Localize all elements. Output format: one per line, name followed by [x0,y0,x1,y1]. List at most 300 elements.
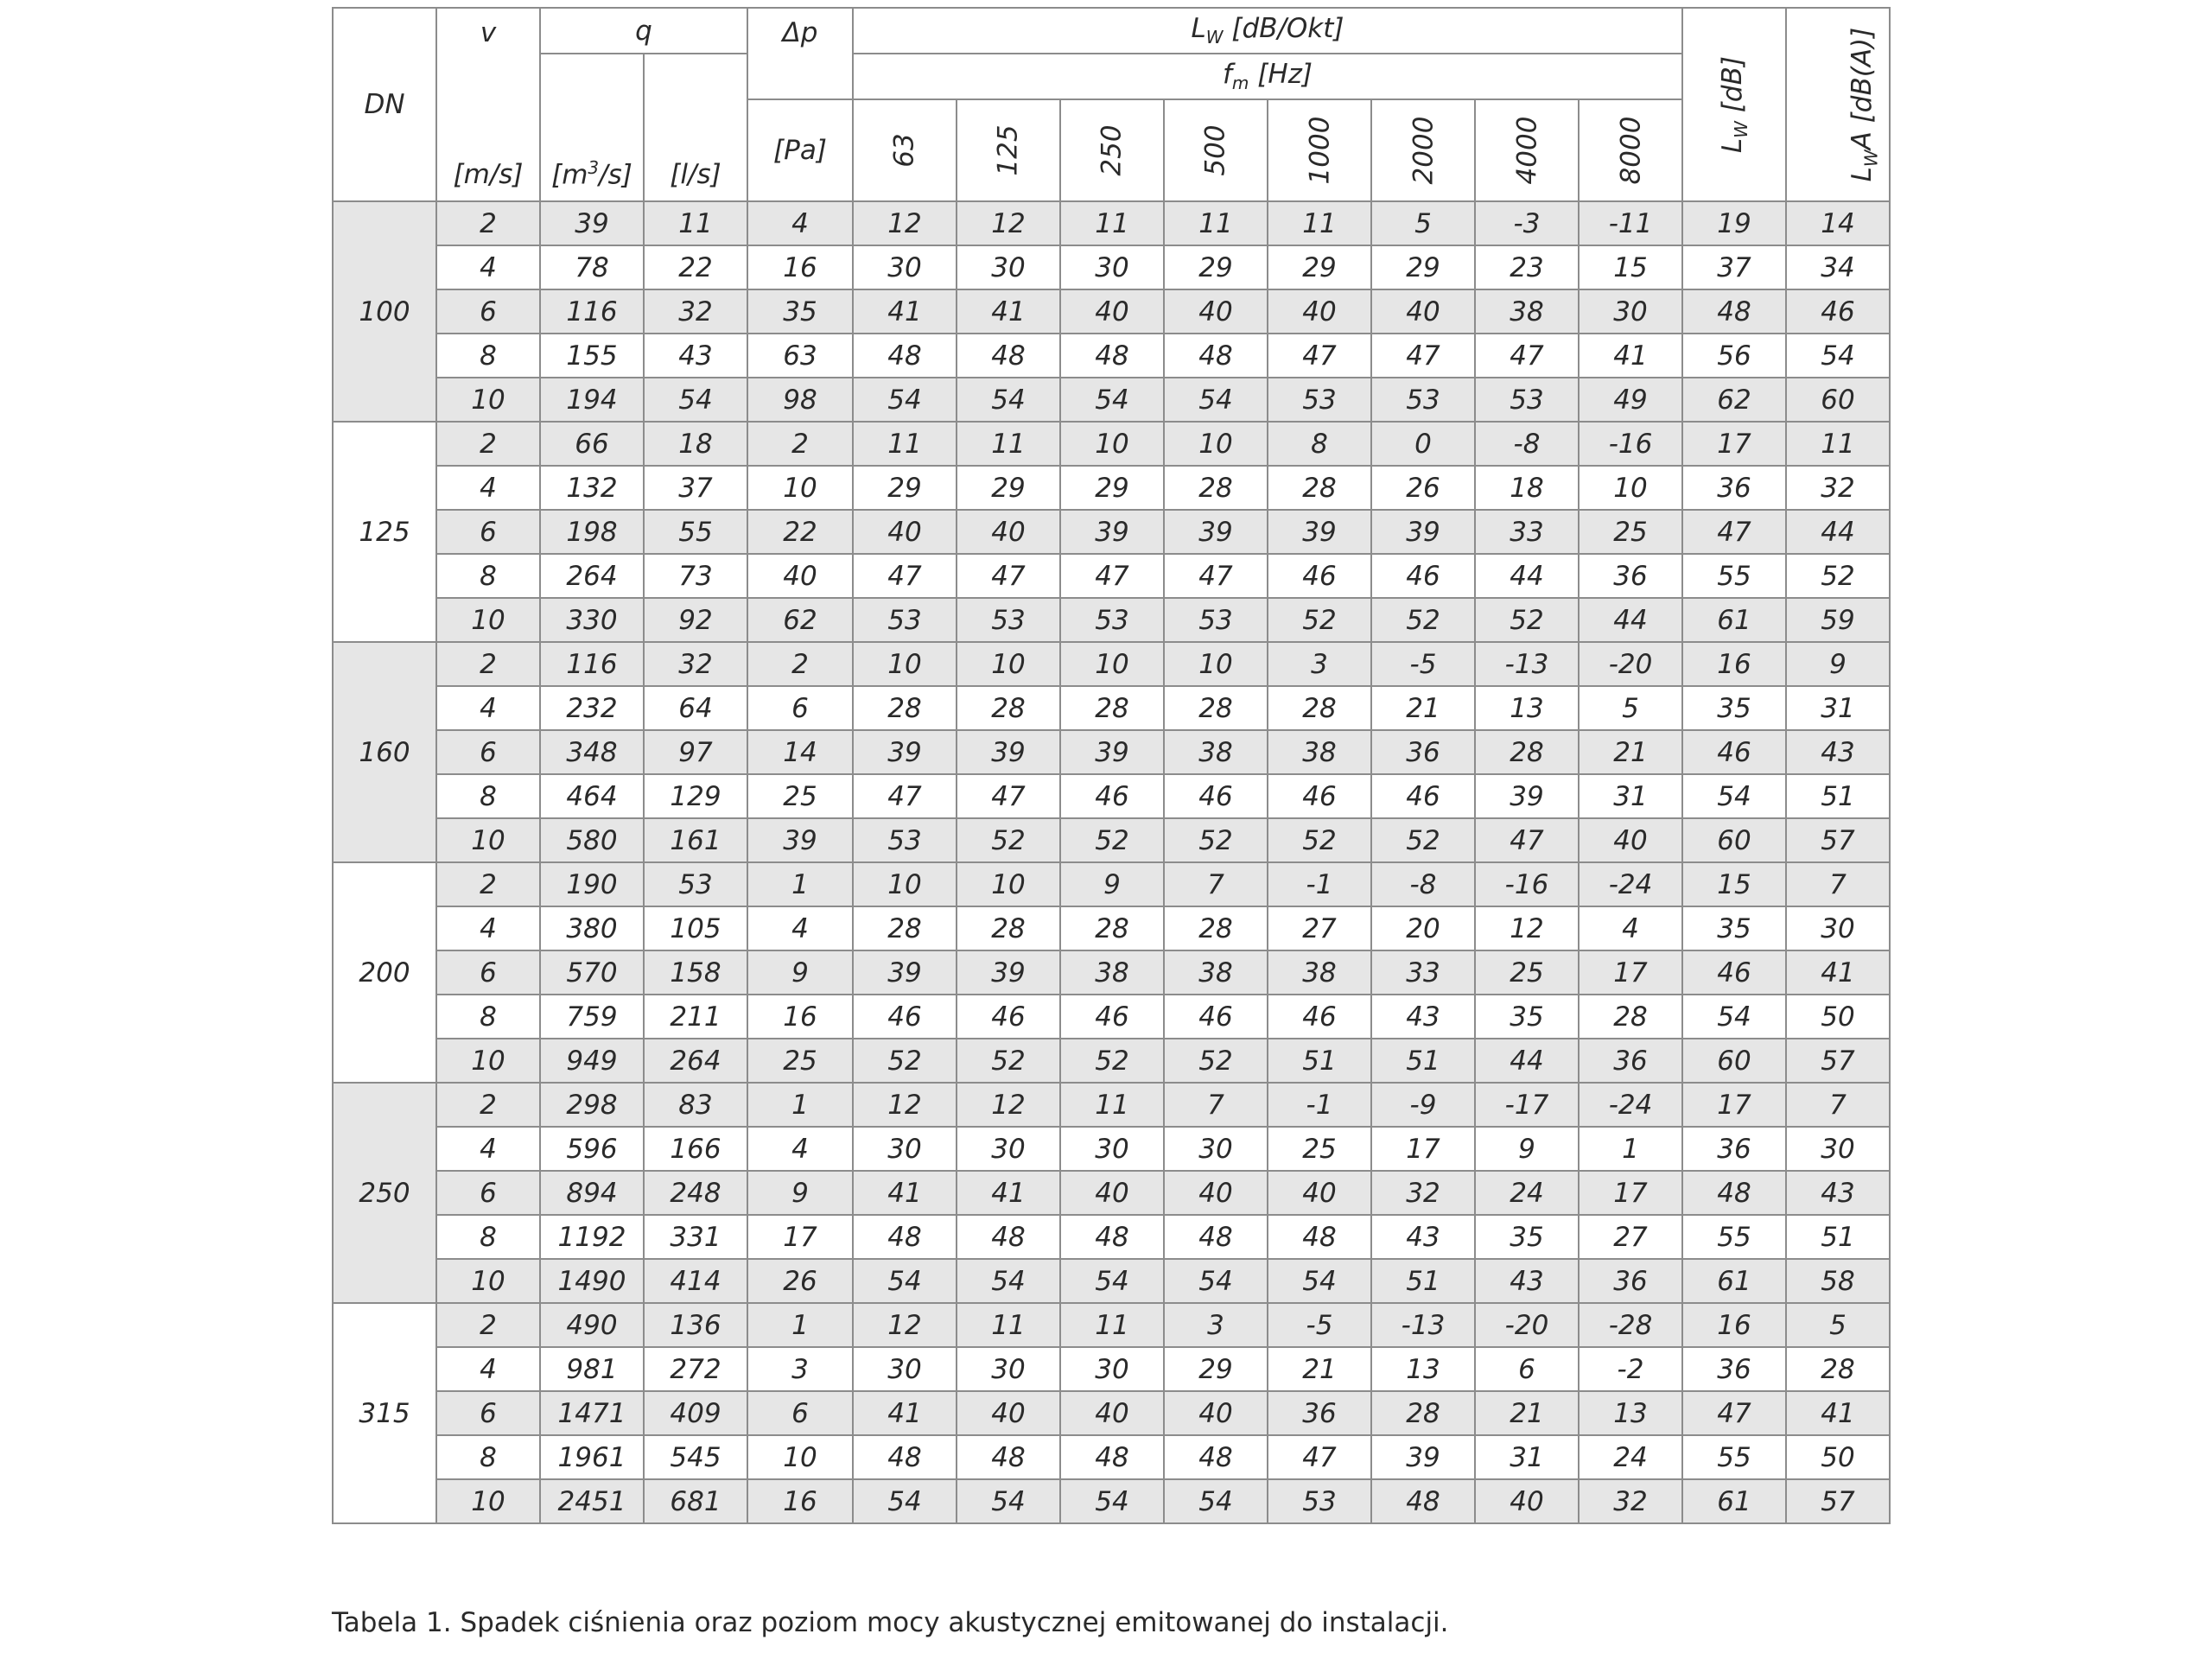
table-cell: 52 [957,818,1060,862]
table-cell: 57 [1786,818,1890,862]
table-cell: 54 [1164,1259,1268,1303]
table-cell: 53 [957,598,1060,642]
table-cell: 10 [747,466,853,510]
header-freq-125: 125 [957,99,1060,201]
table-cell: 46 [1682,950,1786,995]
table-cell: 38 [1268,950,1371,995]
table-cell: 52 [1371,818,1475,862]
table-cell: 3 [1268,642,1371,686]
header-flow-ls: [l/s] [644,54,747,201]
header-lw-total: $L_W$ [dB] [1682,8,1786,201]
table-cell: 40 [1164,1391,1268,1435]
table-row [333,245,1890,289]
table-row [333,730,1890,774]
table-cell: 16 [1682,642,1786,686]
table-cell: 545 [644,1435,747,1479]
table-cell: 380 [540,906,644,950]
table-cell: 490 [540,1303,644,1347]
table-cell: 36 [1579,554,1682,598]
table-cell: 47 [1475,818,1579,862]
table-cell: 27 [1579,1215,1682,1259]
table-cell: 28 [853,906,957,950]
table-cell: 32 [644,642,747,686]
table-cell: 17 [747,1215,853,1259]
table-cell: 53 [644,862,747,906]
table-cell: 10 [436,378,540,422]
table-cell: 30 [1579,289,1682,334]
table-cell: 16 [1682,1303,1786,1347]
table-cell: 27 [1268,906,1371,950]
table-cell: 40 [1060,1171,1164,1215]
table-cell: 2 [436,201,540,245]
table-cell: 41 [853,289,957,334]
table-cell: 55 [1682,554,1786,598]
table-cell: 53 [1164,598,1268,642]
table-cell: 61 [1682,1259,1786,1303]
table-cell: -9 [1371,1083,1475,1127]
table-cell: 18 [1475,466,1579,510]
table-cell: -28 [1579,1303,1682,1347]
table-cell: 30 [1060,1347,1164,1391]
table-cell: 21 [1579,730,1682,774]
table-cell: 43 [1786,1171,1890,1215]
table-cell: 40 [1060,1391,1164,1435]
table-cell: 8 [436,995,540,1039]
table-cell: 39 [1060,730,1164,774]
header-velocity-symbol: v [480,17,497,48]
table-cell: 78 [540,245,644,289]
table-cell: -24 [1579,1083,1682,1127]
table-cell: 7 [1786,862,1890,906]
table-cell: 61 [1682,1479,1786,1523]
table-cell: 39 [1164,510,1268,554]
header-lwa-total: $L_WA$ [dB(A)] [1786,8,1890,201]
table-cell: 39 [957,950,1060,995]
table-cell: 41 [957,289,1060,334]
table-cell: 30 [957,1127,1060,1171]
table-cell: 30 [1060,245,1164,289]
table-cell: 1490 [540,1259,644,1303]
table-cell: 35 [1682,906,1786,950]
table-cell: 36 [1579,1039,1682,1083]
table-row [333,1435,1890,1479]
table-cell: 17 [1579,1171,1682,1215]
table-cell: 44 [1786,510,1890,554]
table-cell: 6 [436,510,540,554]
table-cell: 36 [1579,1259,1682,1303]
table-cell: 29 [1268,245,1371,289]
table-cell: 36 [1268,1391,1371,1435]
table-cell: -24 [1579,862,1682,906]
table-cell: 11 [1060,1303,1164,1347]
table-row [333,642,1890,686]
table-cell: -11 [1579,201,1682,245]
table-cell: 46 [1268,995,1371,1039]
table-row [333,995,1890,1039]
table-cell: 13 [1579,1391,1682,1435]
table-cell: 32 [644,289,747,334]
table-cell: 12 [957,1083,1060,1127]
table-cell: 54 [957,1479,1060,1523]
table-cell: 158 [644,950,747,995]
table-cell: 41 [1786,950,1890,995]
table-cell: 4 [747,906,853,950]
table-cell: 41 [1579,334,1682,378]
table-cell: 41 [1786,1391,1890,1435]
table-cell: 11 [853,422,957,466]
header-frequency-band: $f_m$ [Hz] [853,54,1682,99]
table-cell: 4 [436,686,540,730]
table-row [333,422,1890,466]
table-cell: -16 [1475,862,1579,906]
table-cell: 38 [1164,730,1268,774]
table-cell: 54 [1060,378,1164,422]
table-cell: 43 [1475,1259,1579,1303]
table-cell: 54 [853,1259,957,1303]
table-cell: 43 [1371,1215,1475,1259]
table-cell: 17 [1682,1083,1786,1127]
table-cell: 1 [1579,1127,1682,1171]
table-cell: 105 [644,906,747,950]
table-cell: 7 [1164,862,1268,906]
table-cell: 53 [1268,378,1371,422]
table-cell: 36 [1682,466,1786,510]
table-cell: 9 [1786,642,1890,686]
table-cell: 1961 [540,1435,644,1479]
header-lw-octave: $L_W$ [dB/Okt] [853,8,1682,54]
table-cell: 116 [540,642,644,686]
table-cell: 40 [1164,1171,1268,1215]
acoustic-data-table [332,7,1891,1524]
table-cell: 10 [436,1259,540,1303]
table-cell: 59 [1786,598,1890,642]
table-row [333,1039,1890,1083]
table-cell: 25 [747,1039,853,1083]
table-cell: -1 [1268,862,1371,906]
table-cell: 8 [1268,422,1371,466]
table-cell: -20 [1475,1303,1579,1347]
table-cell: 40 [957,1391,1060,1435]
table-row [333,1127,1890,1171]
header-freq-4000: 4000 [1475,99,1579,201]
table-cell: 7 [1164,1083,1268,1127]
table-cell: -1 [1268,1083,1371,1127]
table-cell: 198 [540,510,644,554]
table-cell: 60 [1682,818,1786,862]
table-cell: -3 [1475,201,1579,245]
table-cell: 46 [1268,774,1371,818]
table-cell: -5 [1371,642,1475,686]
table-cell: -17 [1475,1083,1579,1127]
table-cell: 50 [1786,995,1890,1039]
table-cell: 1 [747,1083,853,1127]
table-cell: 39 [540,201,644,245]
table-body [333,201,1890,1523]
table-cell: 54 [1682,774,1786,818]
table-cell: 155 [540,334,644,378]
table-cell: 1 [747,862,853,906]
table-cell: 47 [957,554,1060,598]
table-cell: 32 [1371,1171,1475,1215]
table-cell: 12 [853,201,957,245]
table-cell: 166 [644,1127,747,1171]
table-cell: 52 [1164,1039,1268,1083]
table-cell: 2 [436,422,540,466]
table-cell: 63 [747,334,853,378]
table-cell: 570 [540,950,644,995]
table-row [333,598,1890,642]
table-cell: 3 [1164,1303,1268,1347]
table-cell: 52 [957,1039,1060,1083]
table-cell: 4 [747,201,853,245]
table-cell: 37 [1682,245,1786,289]
table-cell: 16 [747,245,853,289]
table-cell: 5 [1786,1303,1890,1347]
table-cell: -8 [1371,862,1475,906]
header-freq-1000: 1000 [1268,99,1371,201]
table-cell: 52 [1060,1039,1164,1083]
table-cell: 48 [1164,1435,1268,1479]
table-cell: 348 [540,730,644,774]
header-freq-500: 500 [1164,99,1268,201]
table-cell: 28 [1579,995,1682,1039]
table-row [333,1303,1890,1347]
table-cell: 29 [957,466,1060,510]
table-cell: 54 [853,1479,957,1523]
table-cell: 46 [1682,730,1786,774]
table-cell: 55 [644,510,747,554]
table-cell: 35 [747,289,853,334]
table-cell: 53 [1268,1479,1371,1523]
table-cell: 2 [747,642,853,686]
table-cell: 28 [1060,906,1164,950]
table-cell: 894 [540,1171,644,1215]
table-cell: 47 [853,774,957,818]
table-cell: 48 [1164,1215,1268,1259]
table-cell: 264 [540,554,644,598]
table-cell: 8 [436,554,540,598]
table-cell: 10 [853,862,957,906]
table-cell: 48 [1682,1171,1786,1215]
table-cell: 46 [1786,289,1890,334]
table-cell: 44 [1475,554,1579,598]
table-cell: 53 [1475,378,1579,422]
table-cell: 48 [957,1215,1060,1259]
table-cell: 46 [1371,554,1475,598]
table-cell: 39 [1371,1435,1475,1479]
table-cell: 194 [540,378,644,422]
table-cell: 10 [1060,642,1164,686]
table-cell: 24 [1475,1171,1579,1215]
table-cell: 35 [1682,686,1786,730]
table-cell: 26 [747,1259,853,1303]
table-cell: 62 [1682,378,1786,422]
table-cell: 28 [1371,1391,1475,1435]
table-cell: 52 [853,1039,957,1083]
table-cell: 15 [1682,862,1786,906]
table-cell: 49 [1579,378,1682,422]
table-cell: 25 [1268,1127,1371,1171]
table-cell: 11 [1268,201,1371,245]
table-cell: 22 [747,510,853,554]
table-cell: 43 [1371,995,1475,1039]
table-cell: 47 [1164,554,1268,598]
table-cell: 28 [957,906,1060,950]
table-cell: 54 [1164,1479,1268,1523]
table-cell: 30 [1060,1127,1164,1171]
table-cell: 51 [1371,1259,1475,1303]
table-cell: 54 [1786,334,1890,378]
table-cell: 22 [644,245,747,289]
table-cell: 46 [1060,774,1164,818]
table-cell: 681 [644,1479,747,1523]
table-cell: 51 [1268,1039,1371,1083]
header-freq-63: 63 [853,99,957,201]
table-cell: 12 [1475,906,1579,950]
table-row [333,1215,1890,1259]
table-cell: 10 [436,818,540,862]
table-cell: 31 [1786,686,1890,730]
table-cell: 39 [747,818,853,862]
table-cell: 9 [1475,1127,1579,1171]
table-cell: 3 [747,1347,853,1391]
table-cell: 8 [436,334,540,378]
table-row [333,774,1890,818]
table-cell: -16 [1579,422,1682,466]
header-dn: DN [333,8,436,201]
table-cell: 38 [1060,950,1164,995]
table-cell: 47 [1371,334,1475,378]
table-row [333,554,1890,598]
table-cell: 97 [644,730,747,774]
table-cell: 40 [1475,1479,1579,1523]
table-row [333,510,1890,554]
header-freq-8000: 8000 [1579,99,1682,201]
table-cell: 30 [853,1347,957,1391]
table-cell: 28 [1060,686,1164,730]
table-cell: 36 [1682,1127,1786,1171]
table-cell: 9 [747,950,853,995]
table-cell: 47 [1682,1391,1786,1435]
table-cell: 52 [1060,818,1164,862]
table-cell: 57 [1786,1479,1890,1523]
table-cell: 330 [540,598,644,642]
table-cell: 981 [540,1347,644,1391]
table-cell: 13 [1371,1347,1475,1391]
dn-cell: 200 [333,862,436,1083]
table-cell: 52 [1164,818,1268,862]
table-cell: 29 [1164,1347,1268,1391]
table-cell: 36 [1371,730,1475,774]
table-row [333,1171,1890,1215]
table-cell: 18 [644,422,747,466]
table-cell: 11 [1164,201,1268,245]
table-cell: 52 [1475,598,1579,642]
table-cell: 10 [1164,422,1268,466]
table-row [333,862,1890,906]
table-cell: 40 [1164,289,1268,334]
table-cell: 39 [957,730,1060,774]
table-row [333,289,1890,334]
table-cell: 8 [436,774,540,818]
table-cell: 60 [1682,1039,1786,1083]
table-cell: 6 [436,1391,540,1435]
table-cell: 580 [540,818,644,862]
table-cell: 39 [1060,510,1164,554]
table-cell: 53 [853,598,957,642]
table-cell: 51 [1371,1039,1475,1083]
data-table-container [332,7,1889,1524]
table-cell: 12 [853,1083,957,1127]
table-row [333,378,1890,422]
table-cell: -13 [1475,642,1579,686]
table-cell: 759 [540,995,644,1039]
table-cell: 44 [1579,598,1682,642]
table-cell: 50 [1786,1435,1890,1479]
table-cell: 4 [436,1347,540,1391]
table-cell: 47 [1268,1435,1371,1479]
table-cell: 409 [644,1391,747,1435]
table-cell: 48 [1164,334,1268,378]
table-cell: 8 [436,1215,540,1259]
table-cell: 47 [1475,334,1579,378]
table-cell: 38 [1268,730,1371,774]
table-cell: 30 [853,245,957,289]
table-cell: 4 [1579,906,1682,950]
table-cell: 54 [1682,995,1786,1039]
table-cell: 54 [853,378,957,422]
table-cell: -13 [1371,1303,1475,1347]
table-cell: 232 [540,686,644,730]
dn-cell: 250 [333,1083,436,1303]
table-cell: 2 [436,1083,540,1127]
table-cell: 28 [1164,466,1268,510]
table-cell: 30 [1786,906,1890,950]
table-cell: 30 [957,245,1060,289]
table-cell: 46 [1164,774,1268,818]
table-cell: 23 [1475,245,1579,289]
table-cell: 5 [1579,686,1682,730]
table-cell: 64 [644,686,747,730]
table-cell: 47 [1682,510,1786,554]
table-cell: 264 [644,1039,747,1083]
table-cell: 39 [1475,774,1579,818]
table-cell: 51 [1786,774,1890,818]
table-cell: 31 [1475,1435,1579,1479]
table-row [333,906,1890,950]
table-cell: 13 [1475,686,1579,730]
table-cell: 38 [1475,289,1579,334]
table-cell: 6 [436,730,540,774]
table-cell: 44 [1475,1039,1579,1083]
table-cell: 48 [1060,1435,1164,1479]
table-row [333,1083,1890,1127]
table-cell: 4 [436,906,540,950]
table-cell: 2 [436,642,540,686]
table-cell: 21 [1475,1391,1579,1435]
table-cell: 56 [1682,334,1786,378]
table-cell: 40 [1268,1171,1371,1215]
table-cell: 92 [644,598,747,642]
table-cell: 298 [540,1083,644,1127]
table-cell: 25 [1475,950,1579,995]
table-cell: 211 [644,995,747,1039]
table-cell: 40 [1268,289,1371,334]
table-cell: 10 [957,642,1060,686]
table-row [333,950,1890,995]
table-cell: 83 [644,1083,747,1127]
table-cell: 4 [436,466,540,510]
